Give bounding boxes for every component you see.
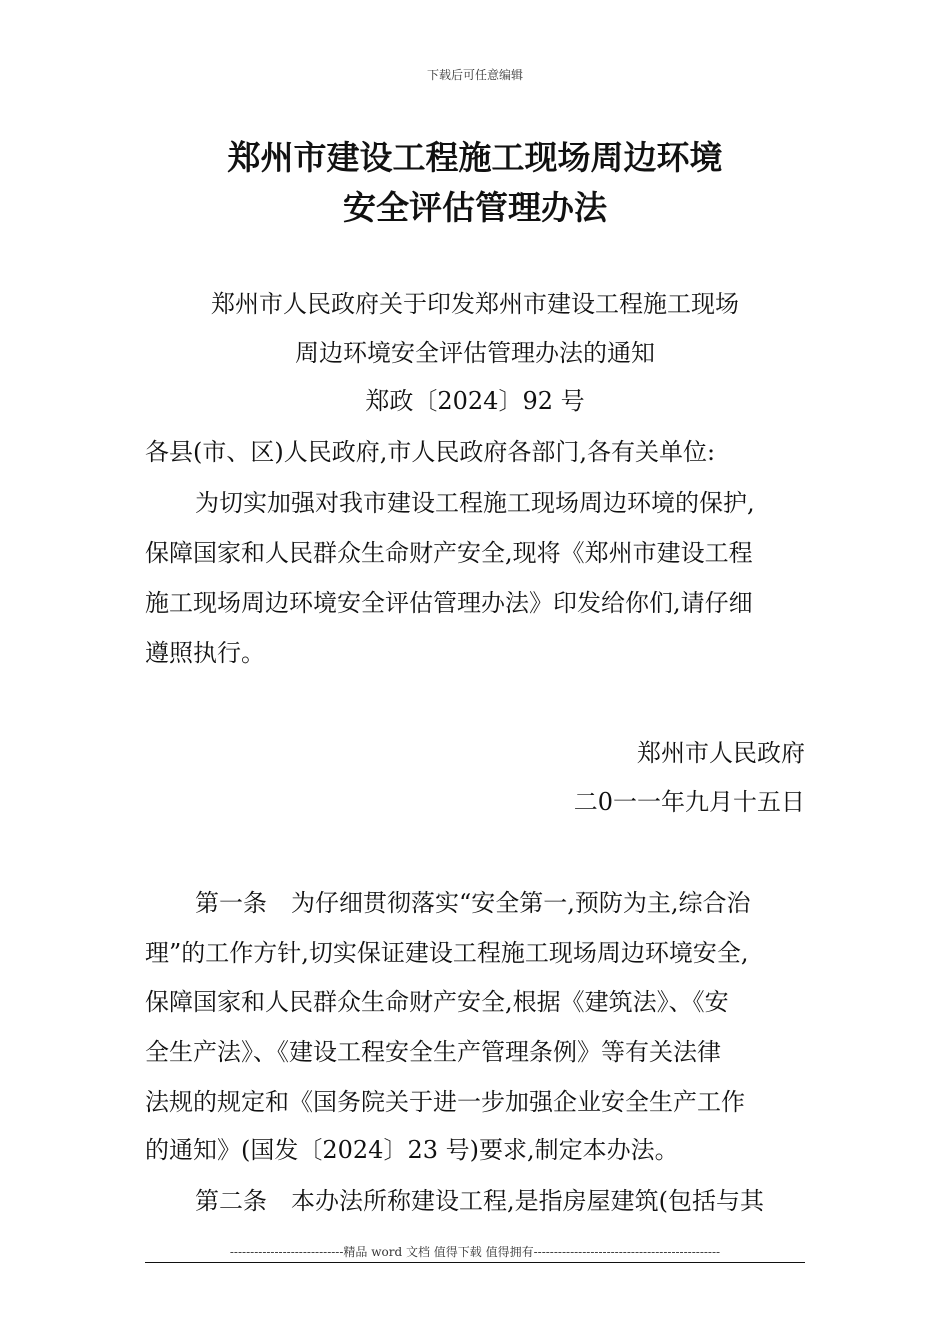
- footer-rule: [145, 1262, 805, 1263]
- issue-date: 二0一一年九月十五日: [573, 788, 805, 816]
- footer-text: ----------------------------精品 word 文档 值得下载 值得拥有----------------------------------------------: [229, 1245, 721, 1259]
- article-1-line: 理”的工作方针,切实保证建设工程施工现场周边环境安全,: [145, 939, 749, 967]
- salutation: 各县(市、区)人民政府,市人民政府各部门,各有关单位:: [145, 438, 716, 466]
- intro-line: 遵照执行。: [145, 639, 265, 667]
- intro-line: 保障国家和人民群众生命财产安全,现将《郑州市建设工程: [145, 539, 753, 567]
- article-1-line: 的通知》(国发〔2024〕23 号)要求,制定本办法。: [145, 1136, 679, 1164]
- document-title-line-2: 安全评估管理办法: [343, 188, 607, 227]
- document-title-line-1: 郑州市建设工程施工现场周边环境: [227, 138, 723, 177]
- article-1-line: 保障国家和人民群众生命财产安全,根据《建筑法》、《安: [145, 988, 729, 1016]
- notice-title-line-1: 郑州市人民政府关于印发郑州市建设工程施工现场: [211, 290, 739, 318]
- article-1-line: 法规的规定和《国务院关于进一步加强企业安全生产工作: [145, 1088, 745, 1116]
- article-2-line: 第二条 本办法所称建设工程,是指房屋建筑(包括与其: [195, 1187, 764, 1215]
- article-1-line: 第一条 为仔细贯彻落实“安全第一,预防为主,综合治: [195, 889, 751, 917]
- issuer-signature: 郑州市人民政府: [637, 739, 805, 767]
- article-1-line: 全生产法》、《建设工程安全生产管理条例》等有关法律: [145, 1038, 721, 1066]
- notice-title-line-2: 周边环境安全评估管理办法的通知: [295, 339, 655, 367]
- intro-line: 为切实加强对我市建设工程施工现场周边环境的保护,: [195, 489, 755, 517]
- header-note: 下载后可任意编辑: [426, 68, 523, 82]
- intro-line: 施工现场周边环境安全评估管理办法》印发给你们,请仔细: [145, 589, 753, 617]
- document-number: 郑政〔2024〕92 号: [365, 387, 585, 415]
